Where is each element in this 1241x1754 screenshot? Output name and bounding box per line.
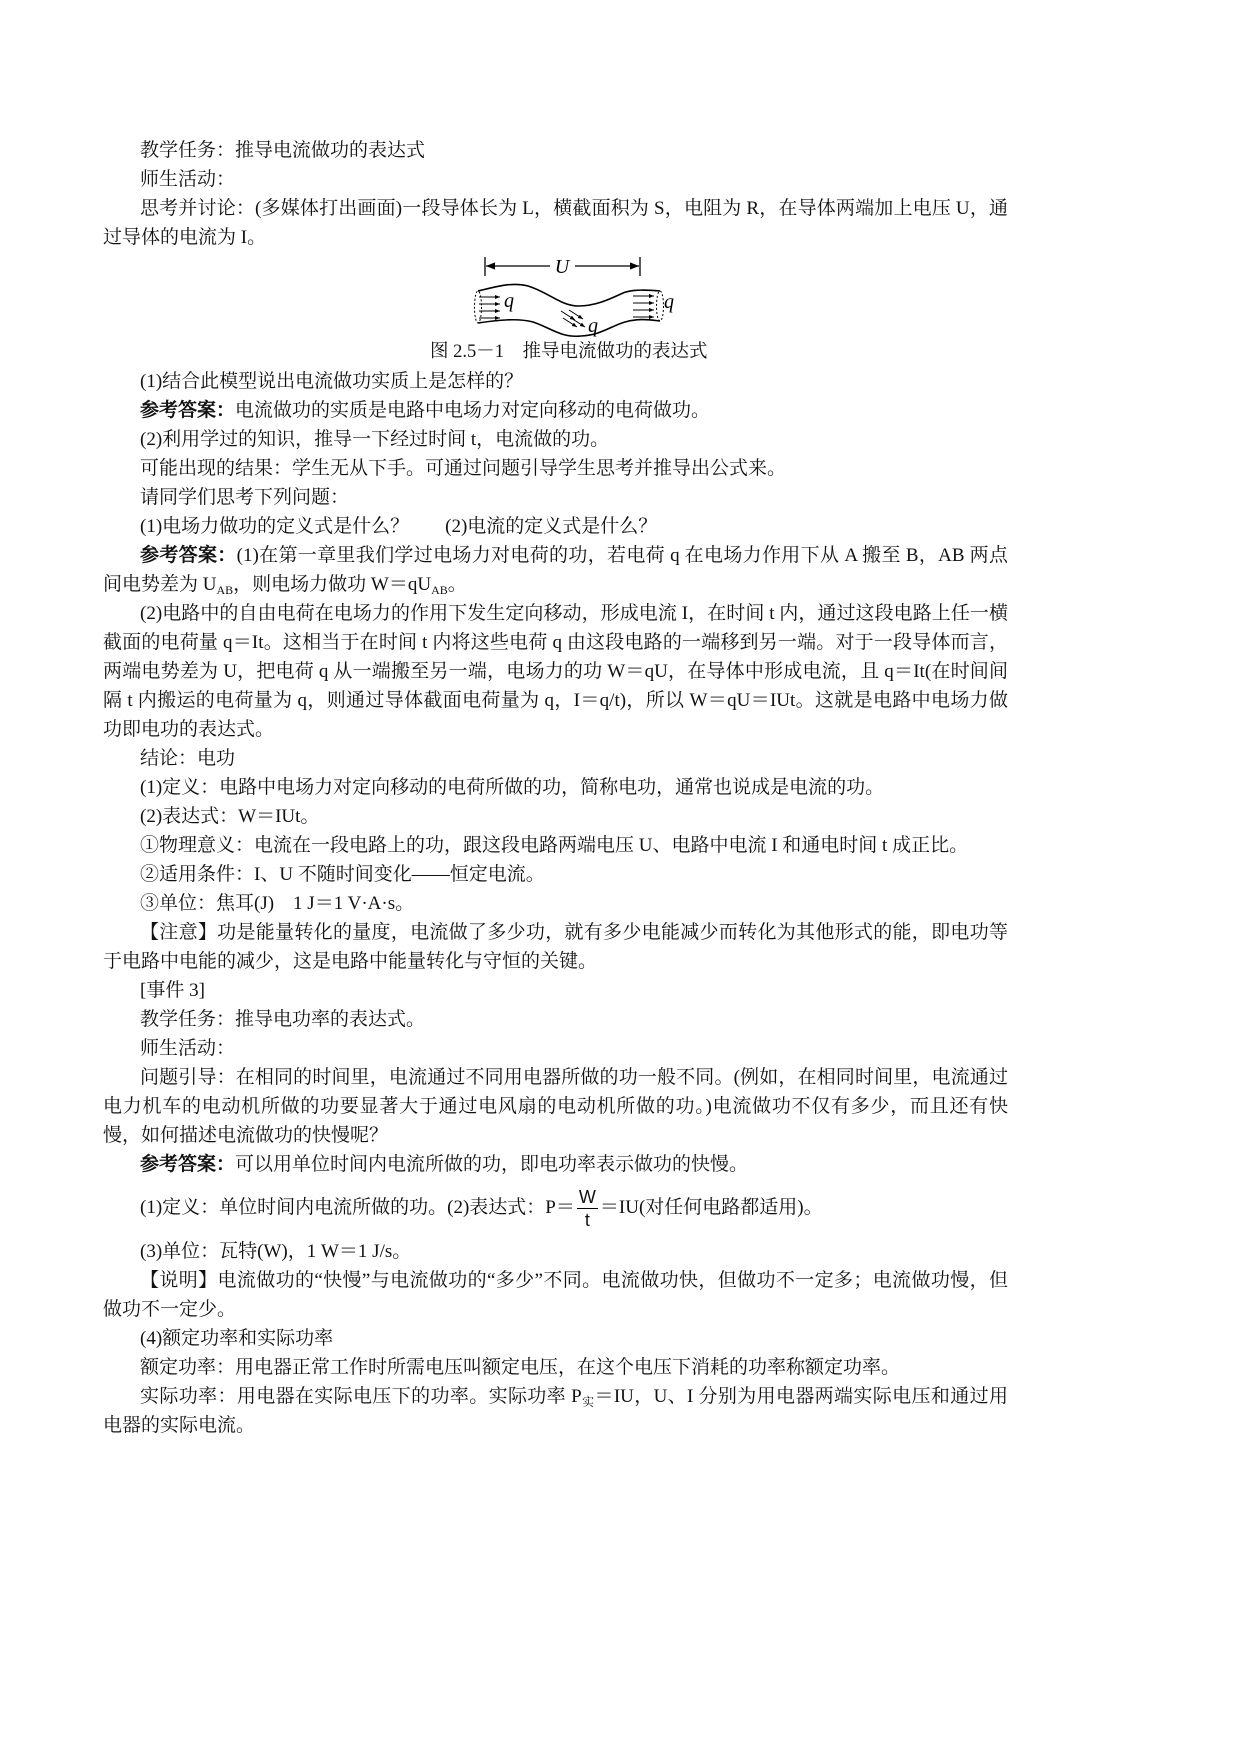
answer-text: 电流做功的实质是电路中电场力对定向移动的电荷做功。 [235, 400, 711, 421]
conclusion-expression: (2)表达式：W＝IUt。 [140, 806, 320, 827]
rated-power: 额定功率：用电器正常工作时所需电压叫额定电压，在这个电压下消耗的功率称额定功率。 [140, 1357, 901, 1378]
answer-2 [103, 541, 1008, 599]
figure-caption: 图 2.5－1 推导电流做功的表达式 [430, 342, 708, 362]
answer-text: (1)在第一章里我们学过电场力对电荷的功，若电荷 q 在电场力作用下从 A 搬至 B，AB 两点间电势差为 U [103, 545, 1008, 595]
answer-text: ，则电场力做功 W＝qU [233, 574, 432, 595]
conclusion-condition: ②适用条件：I、U 不随时间变化——恒定电流。 [140, 864, 545, 885]
answer-2-second-part: (2)电路中的自由电荷在电场力的作用下发生定向移动，形成电流 I，在时间 t 内，通过这段电路上任一横截面的电荷量 q＝It。这相当于在时间 t 内将这些电荷 q 由这段电路的一端移到另一端。对于一段导体而言，两端电势差为 U，把电荷 q 从一端搬至另一端，电场力的功 W＝qU，在导体中形成电流，且 q＝It(在时间间隔 t 内搬运的电荷量为 q，则通过导体截面电荷量为 q，I＝q/t)，所以 W＝qU＝IUt。这就是电路中电场力做功即电功的表达式。 [103, 603, 1008, 740]
possible-result: 可能出现的结果：学生无从下手。可通过问题引导学生思考并推导出公式来。 [140, 458, 787, 479]
discussion-paragraph: 思考并讨论：(多媒体打出画面)一段导体长为 L，横截面积为 S，电阻为 R，在导体两端加上电压 U，通过导体的电流为 I。 [103, 198, 1008, 248]
sub-question: (2)电流的定义式是什么？ [445, 516, 658, 537]
actual-text: ＝IU，U、I 分别为用电器两端实际电压和通过用电器的实际电流。 [103, 1386, 1008, 1436]
answer-text: 可以用单位时间内电流所做的功，即电功率表示做功的快慢。 [235, 1154, 749, 1175]
sub-question: (1)电场力做功的定义式是什么？ [140, 516, 410, 537]
power-unit: (3)单位：瓦特(W)，1 W＝1 J/s。 [140, 1241, 412, 1262]
answer-text: 。 [447, 574, 467, 595]
fraction-numerator: W [578, 1187, 596, 1208]
teaching-task: 教学任务：推导电功率的表达式。 [140, 1009, 426, 1030]
teaching-task: 教学任务：推导电流做功的表达式 [140, 140, 426, 161]
actual-text: 实际功率：用电器在实际电压下的功率。实际功率 P [140, 1386, 582, 1407]
charge-label-left: q [504, 290, 514, 312]
conductor-right-end [657, 291, 664, 321]
charge-arrows-middle [561, 310, 585, 327]
conclusion-note: 【注意】功是能量转化的量度，电流做了多少功，就有多少电能减少而转化为其他形式的能，即电功等于电路中电能的减少，这是电路中能量转化与守恒的关键。 [103, 922, 1008, 972]
guide-paragraph: 问题引导：在相同的时间里，电流通过不同用电器所做的功一般不同。(例如，在相同时间里，电流通过电力机车的电动机所做的功要显著大于通过电风扇的电动机所做的功。)电流做功不仅有多少，而且还有快慢，如何描述电流做功的快慢呢？ [103, 1067, 1008, 1146]
prompt-text: 请同学们思考下列问题： [140, 487, 350, 508]
subscript: AB [431, 583, 448, 597]
explanation-paragraph: 【说明】电流做功的“快慢”与电流做功的“多少”不同。电流做功快，但做功不一定多；电流做功慢，但做功不一定少。 [103, 1270, 1008, 1320]
activity-heading: 师生活动： [140, 169, 236, 190]
answer-label: 参考答案： [140, 400, 236, 421]
conclusion-title: 结论：电功 [140, 748, 236, 769]
charge-label-middle: q [588, 315, 598, 337]
subscript: 实 [581, 1395, 595, 1409]
conductor-diagram [473, 252, 683, 338]
actual-power [103, 1382, 1008, 1440]
conclusion-definition: (1)定义：电路中电场力对定向移动的电荷所做的功，简称电功，通常也说成是电流的功。 [140, 777, 885, 798]
answer-3 [103, 1150, 1008, 1179]
document-body [103, 136, 1008, 1440]
rated-actual-heading: (4)额定功率和实际功率 [140, 1328, 334, 1349]
answer-label: 参考答案： [140, 545, 237, 566]
charge-arrows-right [633, 296, 654, 317]
figure [103, 252, 1008, 338]
subscript: AB [216, 583, 234, 597]
answer-label: 参考答案： [140, 1154, 236, 1175]
question-1: (1)结合此模型说出电流做功实质上是怎样的？ [140, 371, 524, 392]
fraction-denominator: t [584, 1210, 590, 1231]
power-definition [103, 1179, 1008, 1237]
conclusion-unit: ③单位：焦耳(J) 1 J＝1 V·A·s。 [140, 893, 415, 914]
question-2: (2)利用学过的知识，推导一下经过时间 t，电流做的功。 [140, 429, 610, 450]
power-fraction [577, 1187, 598, 1230]
charge-label-right: q [664, 291, 674, 313]
charge-arrows-left [479, 297, 500, 318]
definition-text: ＝IU(对任何电路都适用)。 [599, 1197, 823, 1218]
activity-heading: 师生活动： [140, 1038, 236, 1059]
charge-arrow [571, 318, 585, 327]
conclusion-meaning: ①物理意义：电流在一段电路上的功，跟这段电路两端电压 U、电路中电流 I 和通电时间 t 成正比。 [140, 835, 969, 856]
definition-text: (1)定义：单位时间内电流所做的功。(2)表达式：P＝ [140, 1197, 575, 1218]
sub-questions [103, 512, 1008, 541]
event-3-heading: [事件 3] [140, 980, 205, 1001]
voltage-label: U [554, 256, 570, 278]
answer-1 [103, 396, 1008, 425]
